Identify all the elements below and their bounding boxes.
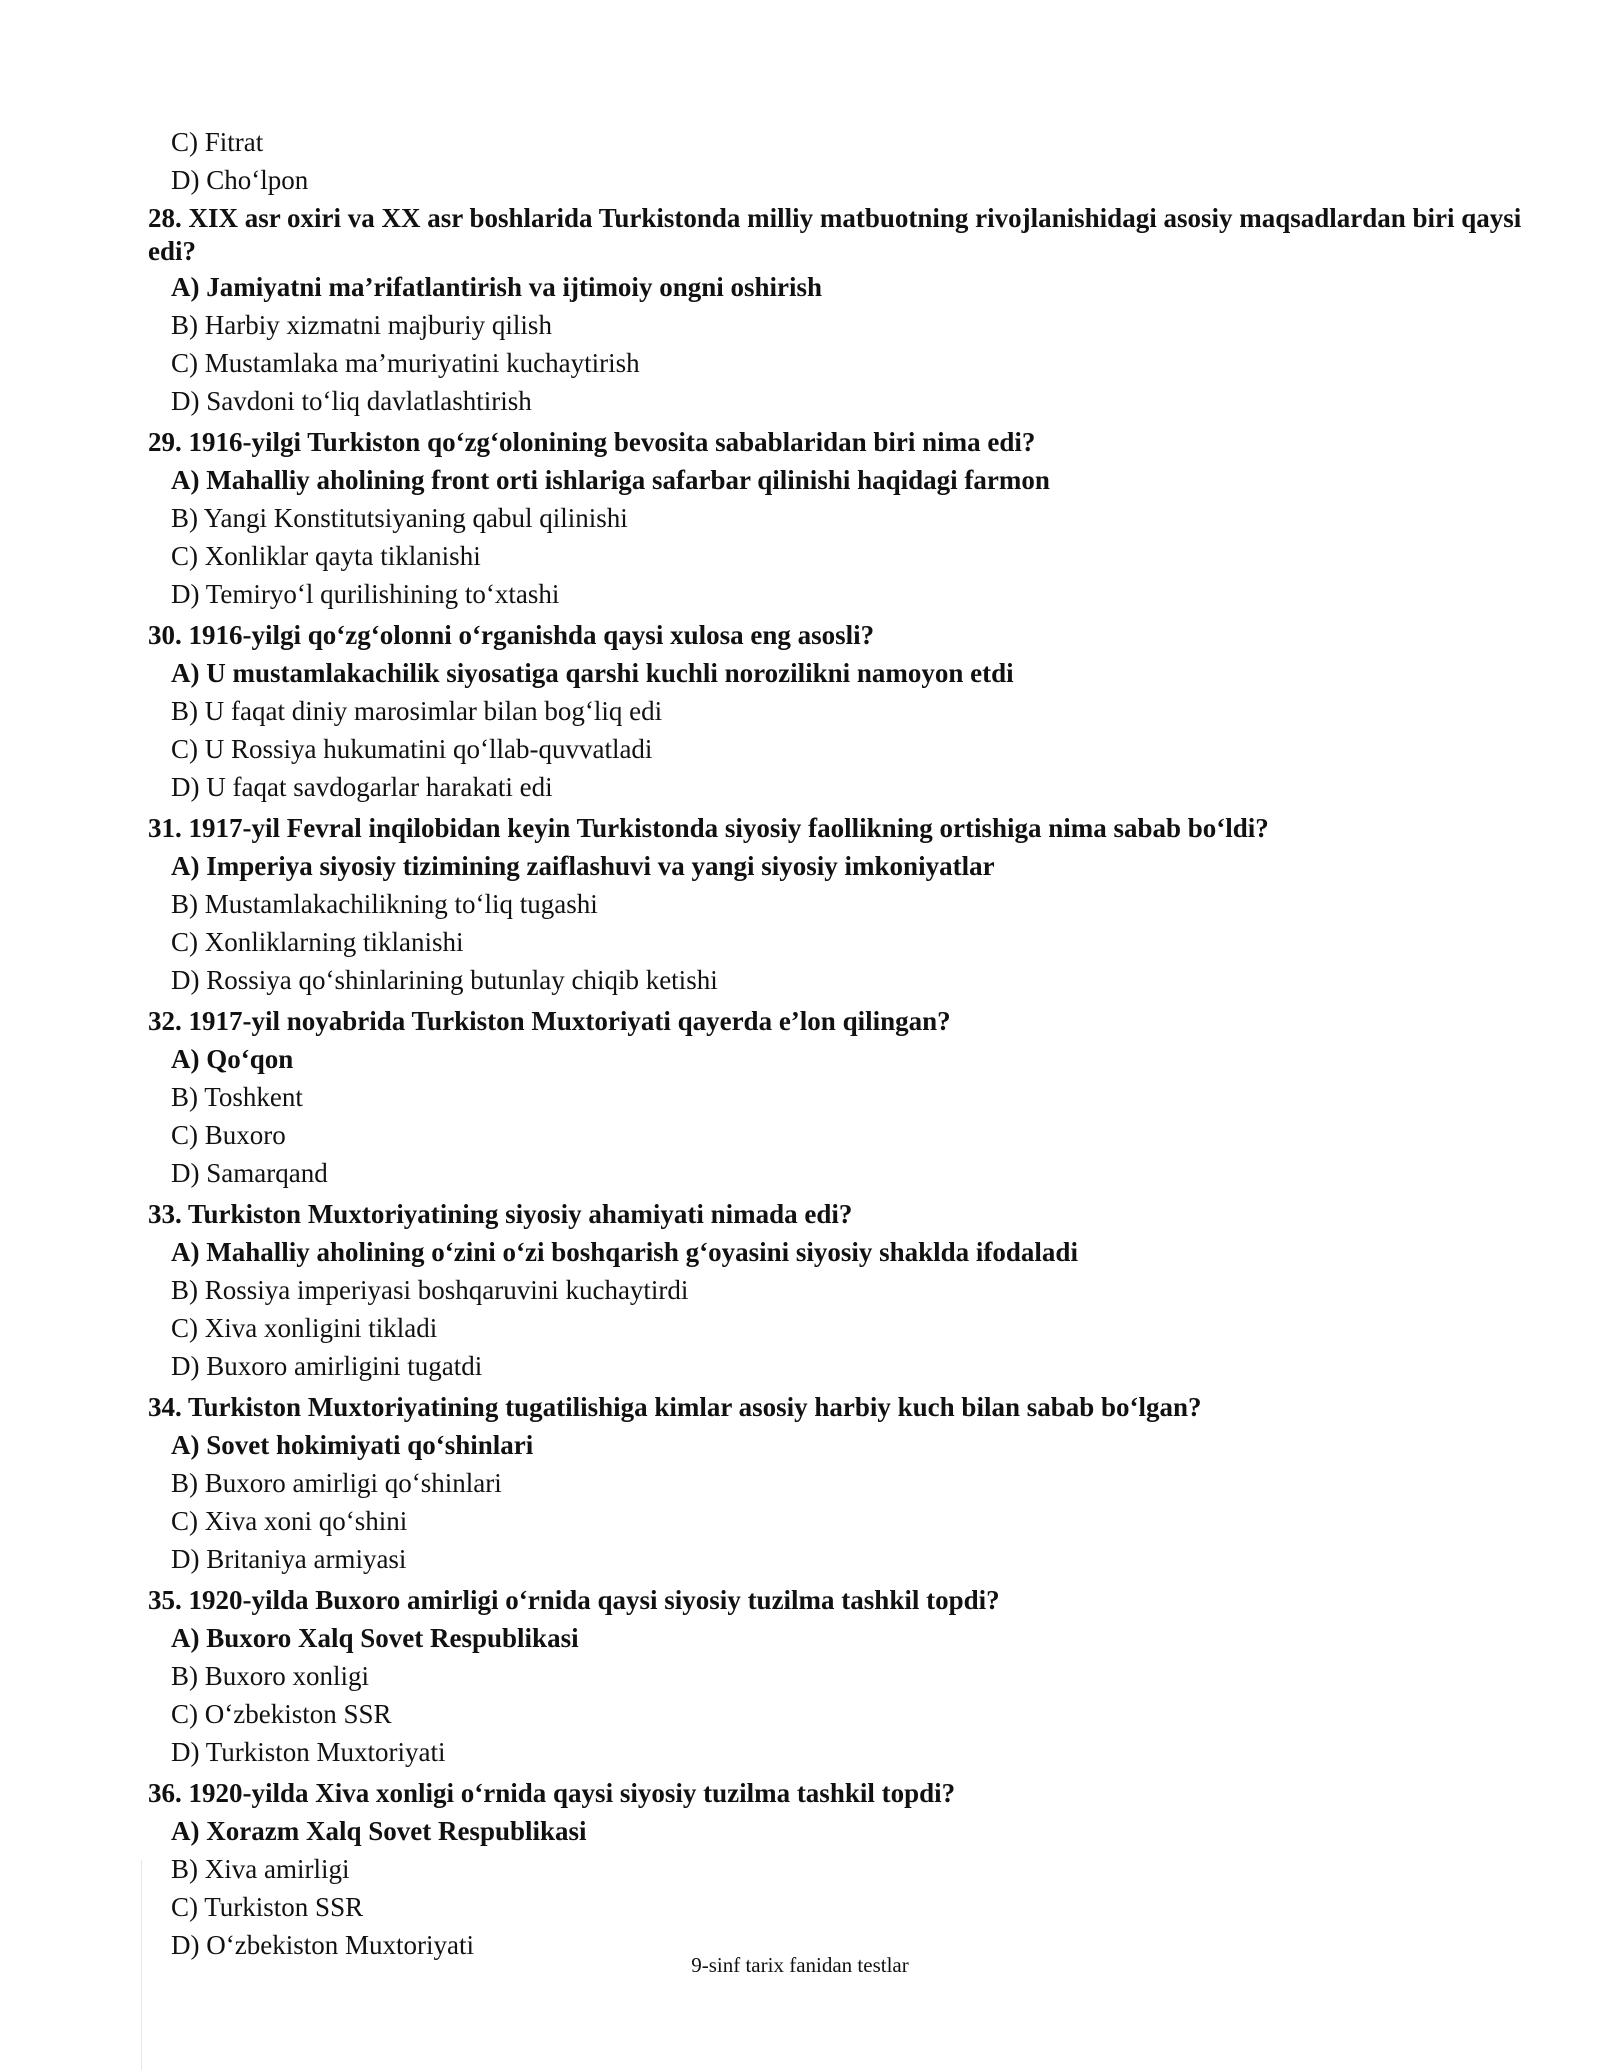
answer-option: D) Samarqand xyxy=(171,1158,328,1188)
answer-option-correct: A) U mustamlakachilik siyosatiga qarshi kuchli norozilikni namoyon etdi xyxy=(171,658,1014,688)
answer-option: B) Buxoro xonligi xyxy=(171,1661,370,1691)
test-content xyxy=(148,123,1568,1964)
answer-option: C) Xonliklarning tiklanishi xyxy=(171,927,464,957)
question-text: 30. 1916-yilgi qo‘zg‘olonni o‘rganishda qaysi xulosa eng asosli? xyxy=(148,620,875,650)
answer-option: C) Xiva xoni qo‘shini xyxy=(171,1506,408,1536)
answer-option: B) Harbiy xizmatni majburiy qilish xyxy=(171,310,552,340)
answer-option: B) Xiva amirligi xyxy=(171,1854,350,1884)
answer-option: D) Temiryo‘l qurilishining to‘xtashi xyxy=(171,579,560,609)
answer-option: B) Toshkent xyxy=(171,1082,303,1112)
answer-option: C) O‘zbekiston SSR xyxy=(171,1699,392,1729)
answer-option: C) Buxoro xyxy=(171,1120,286,1150)
answer-option: C) Mustamlaka ma’muriyatini kuchaytirish xyxy=(171,348,640,378)
question-text: 34. Turkiston Muxtoriyatining tugatilishiga kimlar asosiy harbiy kuch bilan sabab bo‘lgan? xyxy=(148,1392,1202,1422)
answer-option: B) Yangi Konstitutsiyaning qabul qilinishi xyxy=(171,503,628,533)
question-text: 33. Turkiston Muxtoriyatining siyosiy ahamiyati nimada edi? xyxy=(148,1199,853,1229)
question-text: 31. 1917-yil Fevral inqilobidan keyin Turkistonda siyosiy faollikning ortishiga nima sabab bo‘ldi? xyxy=(148,813,1269,843)
answer-option: C) Turkiston SSR xyxy=(171,1892,364,1922)
question-text: 36. 1920-yilda Xiva xonligi o‘rnida qaysi siyosiy tuzilma tashkil topdi? xyxy=(148,1778,956,1808)
answer-option: C) U Rossiya hukumatini qo‘llab-quvvatladi xyxy=(171,734,653,764)
answer-option: B) Mustamlakachilikning to‘liq tugashi xyxy=(171,889,598,919)
answer-option: D) Britaniya armiyasi xyxy=(171,1544,407,1574)
answer-option: D) O‘zbekiston Muxtoriyati xyxy=(171,1930,474,1960)
question-text: 29. 1916-yilgi Turkiston qo‘zg‘olonining bevosita sabablaridan biri nima edi? xyxy=(148,427,1036,457)
question-text: 32. 1917-yil noyabrida Turkiston Muxtoriyati qayerda e’lon qilingan? xyxy=(148,1006,951,1036)
question-text: 28. XIX asr oxiri va XX asr boshlarida Turkistonda milliy matbuotning rivojlanishidagi asosiy maqsadlardan biri qaysi edi? xyxy=(148,203,1522,266)
answer-option-correct: A) Mahalliy aholining front orti ishlariga safarbar qilinishi haqidagi farmon xyxy=(171,465,1050,495)
answer-option: C) Xiva xonligini tikladi xyxy=(171,1313,438,1343)
answer-option-correct: A) Xorazm Xalq Sovet Respublikasi xyxy=(171,1816,587,1846)
answer-option: D) U faqat savdogarlar harakati edi xyxy=(171,772,553,802)
answer-option: D) Rossiya qo‘shinlarining butunlay chiqib ketishi xyxy=(171,965,718,995)
answer-option-correct: A) Jamiyatni ma’rifatlantirish va ijtimoiy ongni oshirish xyxy=(171,272,823,302)
question-text: 35. 1920-yilda Buxoro amirligi o‘rnida qaysi siyosiy tuzilma tashkil topdi? xyxy=(148,1585,1000,1615)
answer-option: D) Savdoni to‘liq davlatlashtirish xyxy=(171,386,532,416)
answer-option-correct: A) Qo‘qon xyxy=(171,1044,294,1074)
answer-option: D) Turkiston Muxtoriyati xyxy=(171,1737,446,1767)
answer-option: D) Cho‘lpon xyxy=(171,165,309,195)
answer-option-correct: A) Imperiya siyosiy tizimining zaiflashuvi va yangi siyosiy imkoniyatlar xyxy=(171,851,995,881)
answer-option: B) U faqat diniy marosimlar bilan bog‘liq edi xyxy=(171,696,663,726)
answer-option: D) Buxoro amirligini tugatdi xyxy=(171,1351,483,1381)
answer-option: B) Rossiya imperiyasi boshqaruvini kuchaytirdi xyxy=(171,1275,689,1305)
page-footer: 9-sinf tarix fanidan testlar xyxy=(691,1953,909,1977)
answer-option: C) Fitrat xyxy=(171,127,264,157)
answer-option-correct: A) Buxoro Xalq Sovet Respublikasi xyxy=(171,1623,579,1653)
answer-option: B) Buxoro amirligi qo‘shinlari xyxy=(171,1468,502,1498)
answer-option-correct: A) Sovet hokimiyati qo‘shinlari xyxy=(171,1430,534,1460)
answer-option-correct: A) Mahalliy aholining o‘zini o‘zi boshqarish g‘oyasini siyosiy shaklda ifodaladi xyxy=(171,1237,1078,1267)
answer-option: C) Xonliklar qayta tiklanishi xyxy=(171,541,481,571)
